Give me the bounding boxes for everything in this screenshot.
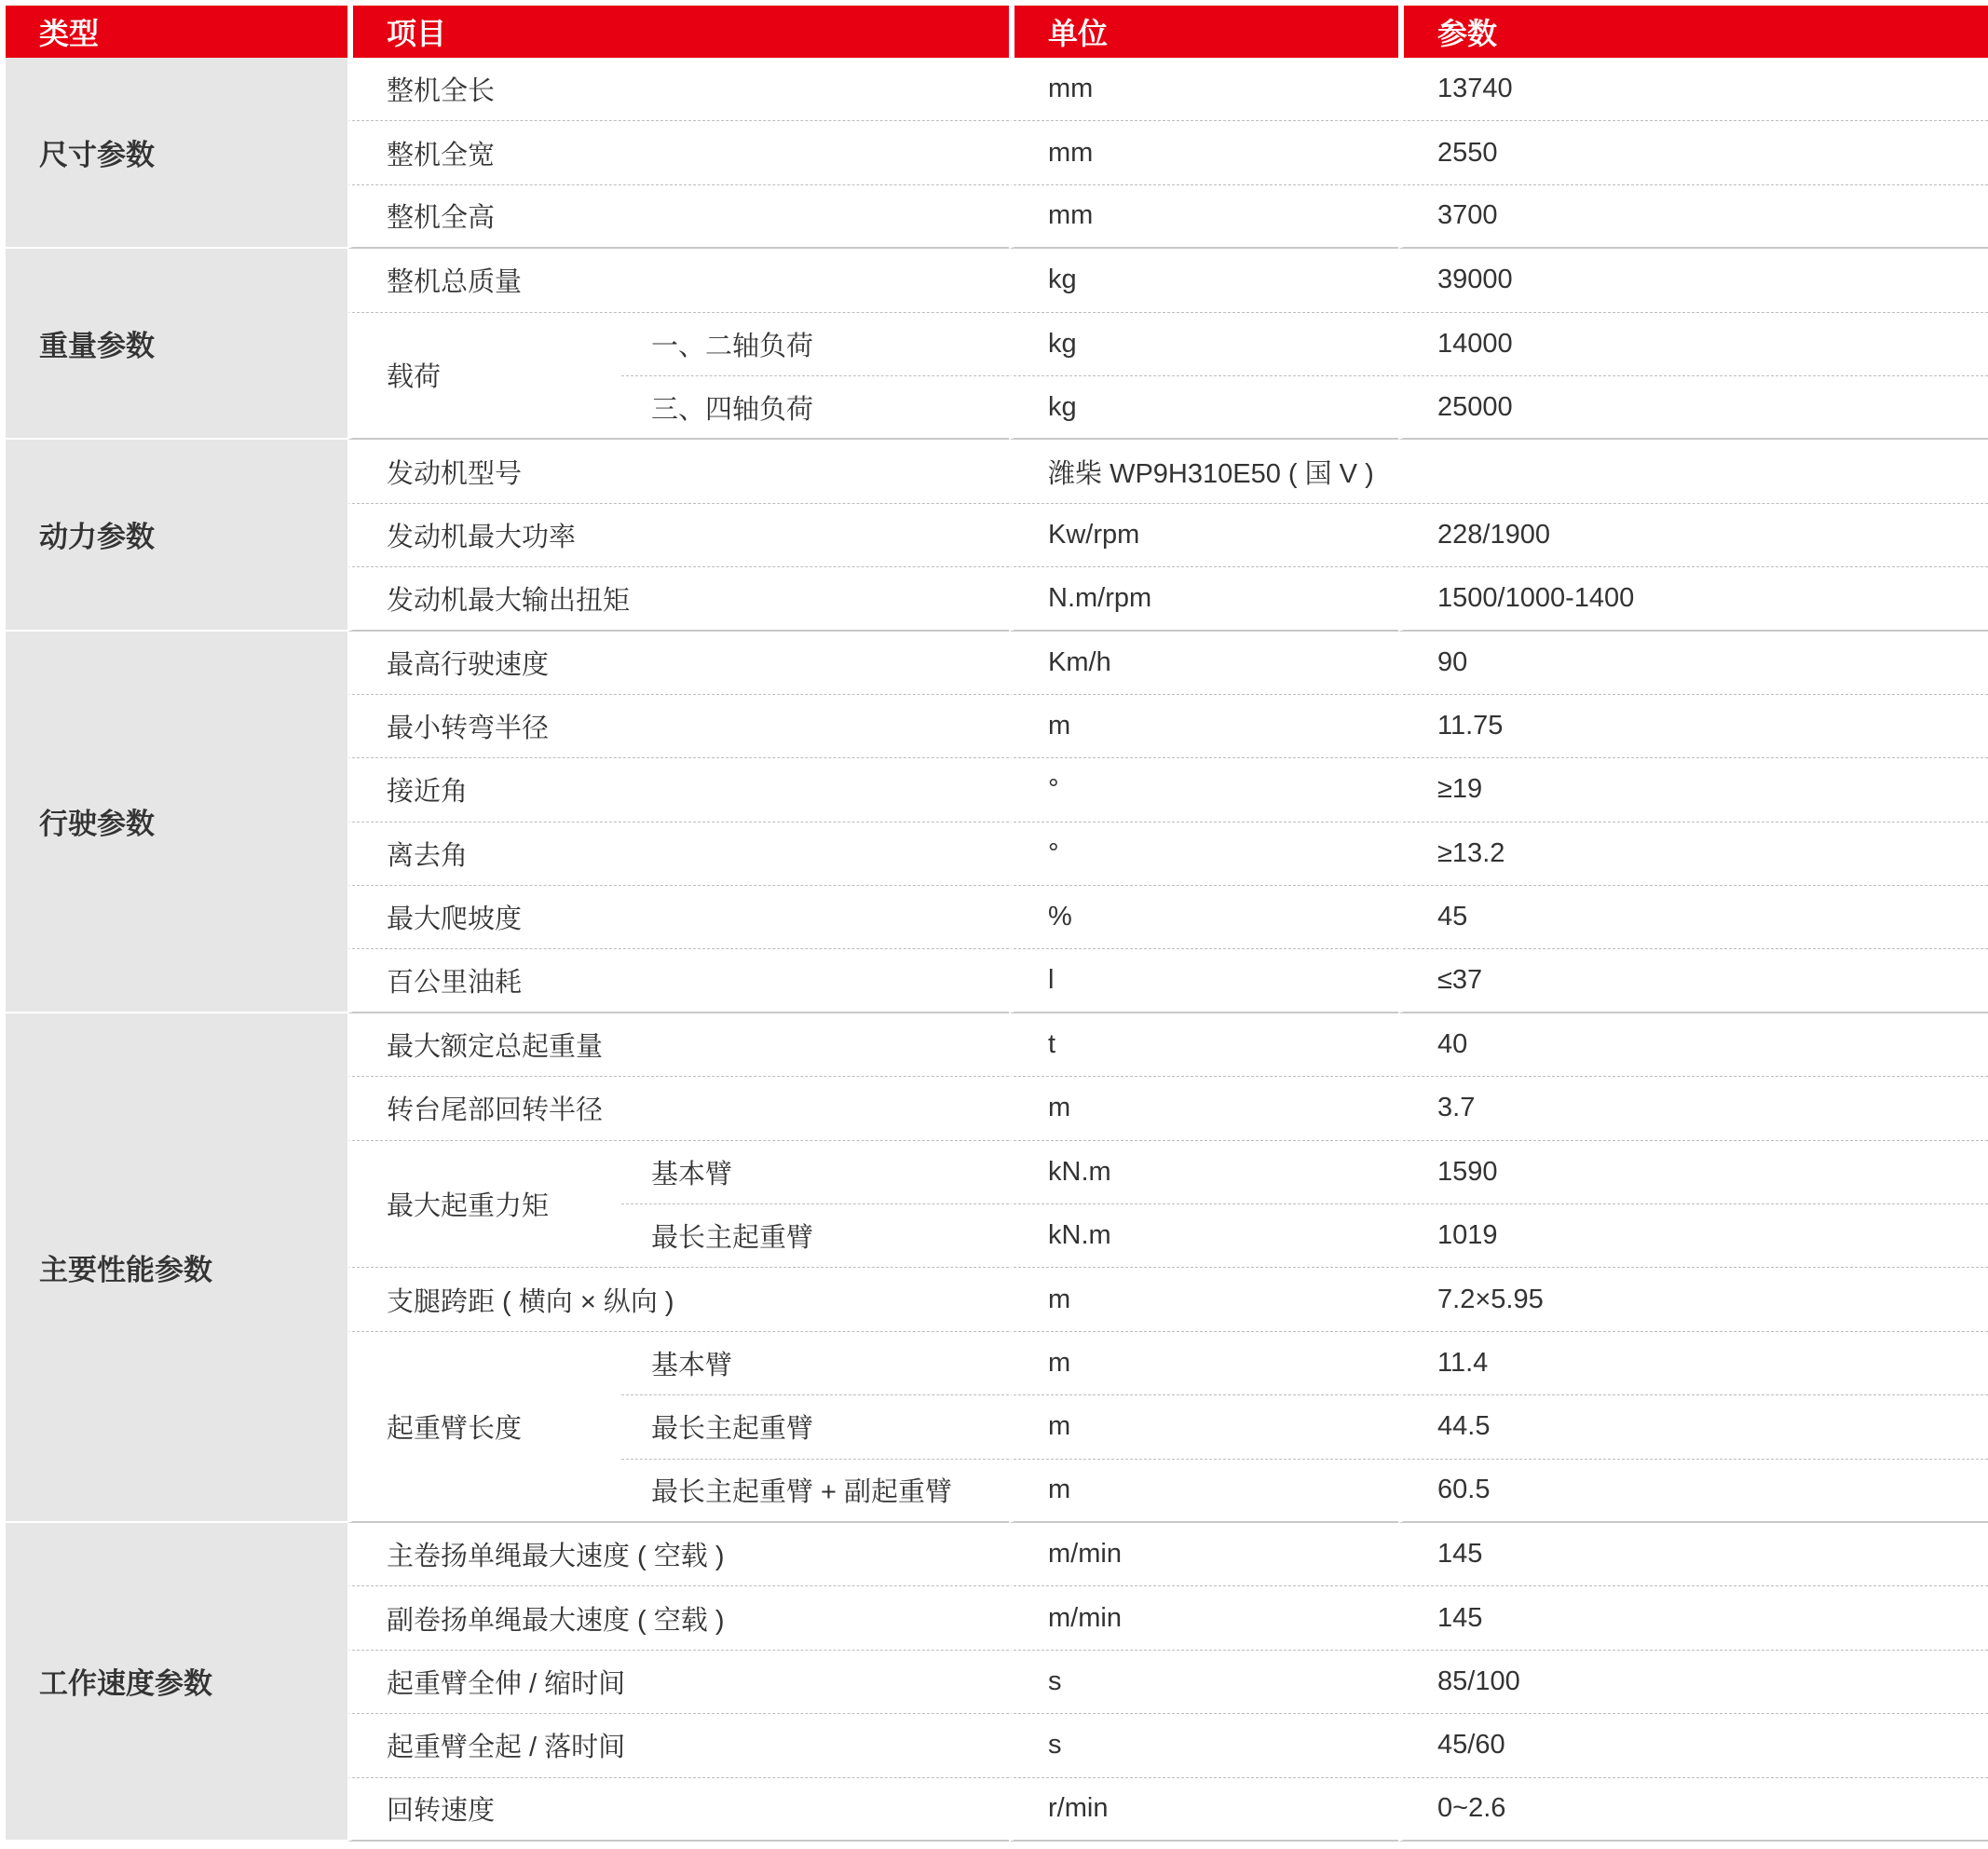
unit-cell: m <box>1009 695 1398 758</box>
table-row <box>6 632 1988 695</box>
unit-cell: m <box>1009 1395 1398 1459</box>
unit-cell: kg <box>1009 249 1398 312</box>
unit-cell: s <box>1009 1651 1398 1714</box>
value-cell: 145 <box>1398 1586 1988 1650</box>
value-cell: 60.5 <box>1398 1460 1988 1523</box>
value-cell: 11.75 <box>1398 695 1988 758</box>
unit-cell: mm <box>1009 58 1398 121</box>
item-label: 百公里油耗 <box>347 949 1009 1013</box>
value-cell: 11.4 <box>1398 1332 1988 1395</box>
value-cell: 3.7 <box>1398 1077 1988 1140</box>
sub-item-label: 最长主起重臂 + 副起重臂 <box>621 1460 1009 1523</box>
value-cell: 7.2×5.95 <box>1398 1268 1988 1331</box>
unit-cell: m/min <box>1009 1523 1398 1586</box>
value-cell: 39000 <box>1398 249 1988 312</box>
item-label: 离去角 <box>347 823 1009 886</box>
value-cell: 228/1900 <box>1398 504 1988 567</box>
item-label: 接近角 <box>347 758 1009 822</box>
value-cell: 44.5 <box>1398 1395 1988 1459</box>
unit-cell: m <box>1009 1332 1398 1395</box>
unit-cell: mm <box>1009 185 1398 249</box>
header-value: 参数 <box>1398 6 1988 58</box>
unit-cell: s <box>1009 1714 1398 1777</box>
item-label: 最大爬坡度 <box>347 886 1009 949</box>
value-cell: 3700 <box>1398 185 1988 249</box>
spec-table <box>6 6 1988 1842</box>
item-label: 整机全高 <box>347 185 1009 249</box>
unit-cell: m <box>1009 1460 1398 1523</box>
value-cell: 1590 <box>1398 1141 1988 1204</box>
unit-cell: kg <box>1009 313 1398 376</box>
item-label: 起重臂全起 / 落时间 <box>347 1714 1009 1777</box>
item-label: 载荷 <box>347 313 621 441</box>
unit-cell: N.m/rpm <box>1009 567 1398 631</box>
item-label: 整机全长 <box>347 58 1009 121</box>
sub-item-label: 一、二轴负荷 <box>621 313 1009 376</box>
sub-item-label: 基本臂 <box>621 1332 1009 1395</box>
item-label: 发动机最大输出扭矩 <box>347 567 1009 631</box>
value-cell: 0~2.6 <box>1398 1778 1988 1842</box>
unit-cell: mm <box>1009 121 1398 184</box>
group-label: 工作速度参数 <box>6 1523 347 1842</box>
table-row <box>6 440 1988 503</box>
table-row <box>6 58 1988 121</box>
group-label: 动力参数 <box>6 440 347 631</box>
value-cell: ≥13.2 <box>1398 823 1988 886</box>
item-label: 支腿跨距 ( 横向 × 纵向 ) <box>347 1268 1009 1331</box>
engine-model-cell: 潍柴 WP9H310E50 ( 国 V ) <box>1009 440 1988 503</box>
item-label: 最大额定总起重量 <box>347 1013 1009 1077</box>
unit-cell: t <box>1009 1013 1398 1077</box>
item-label: 发动机最大功率 <box>347 504 1009 567</box>
value-cell: 145 <box>1398 1523 1988 1586</box>
unit-cell: Km/h <box>1009 632 1398 695</box>
header-type: 类型 <box>6 6 347 58</box>
value-cell: 1019 <box>1398 1204 1988 1268</box>
group-label: 重量参数 <box>6 249 347 440</box>
item-label: 最大起重力矩 <box>347 1141 621 1269</box>
table-row <box>6 1523 1988 1586</box>
header-unit: 单位 <box>1009 6 1398 58</box>
unit-cell: kN.m <box>1009 1141 1398 1204</box>
value-cell: 40 <box>1398 1013 1988 1077</box>
unit-cell: Kw/rpm <box>1009 504 1398 567</box>
unit-cell: % <box>1009 886 1398 949</box>
value-cell: ≤37 <box>1398 949 1988 1013</box>
item-label: 转台尾部回转半径 <box>347 1077 1009 1140</box>
group-label: 尺寸参数 <box>6 58 347 249</box>
value-cell: 14000 <box>1398 313 1988 376</box>
sub-item-label: 最长主起重臂 <box>621 1204 1009 1268</box>
value-cell: 13740 <box>1398 58 1988 121</box>
header-item: 项目 <box>347 6 1009 58</box>
sub-item-label: 基本臂 <box>621 1141 1009 1204</box>
unit-cell: r/min <box>1009 1778 1398 1842</box>
value-cell: 45 <box>1398 886 1988 949</box>
value-cell: 1500/1000-1400 <box>1398 567 1988 631</box>
value-cell: 45/60 <box>1398 1714 1988 1777</box>
item-label: 最高行驶速度 <box>347 632 1009 695</box>
value-cell: 85/100 <box>1398 1651 1988 1714</box>
value-cell: 90 <box>1398 632 1988 695</box>
unit-cell: kg <box>1009 376 1398 440</box>
table-row <box>6 249 1988 312</box>
item-label: 整机全宽 <box>347 121 1009 184</box>
item-label: 回转速度 <box>347 1778 1009 1842</box>
item-label: 主卷扬单绳最大速度 ( 空载 ) <box>347 1523 1009 1586</box>
unit-cell: m <box>1009 1268 1398 1331</box>
value-cell: 2550 <box>1398 121 1988 184</box>
item-label: 起重臂长度 <box>347 1332 621 1523</box>
item-label: 整机总质量 <box>347 249 1009 312</box>
sub-item-label: 最长主起重臂 <box>621 1395 1009 1459</box>
item-label: 副卷扬单绳最大速度 ( 空载 ) <box>347 1586 1009 1650</box>
unit-cell: ° <box>1009 758 1398 822</box>
unit-cell: m <box>1009 1077 1398 1140</box>
unit-cell: m/min <box>1009 1586 1398 1650</box>
item-label: 最小转弯半径 <box>347 695 1009 758</box>
header-row <box>6 6 1988 58</box>
group-label: 主要性能参数 <box>6 1013 347 1523</box>
value-cell: 25000 <box>1398 376 1988 440</box>
unit-cell: l <box>1009 949 1398 1013</box>
table-row <box>6 1013 1988 1077</box>
unit-cell: ° <box>1009 823 1398 886</box>
value-cell: ≥19 <box>1398 758 1988 822</box>
item-label: 发动机型号 <box>347 440 1009 503</box>
sub-item-label: 三、四轴负荷 <box>621 376 1009 440</box>
group-label: 行驶参数 <box>6 632 347 1013</box>
item-label: 起重臂全伸 / 缩时间 <box>347 1651 1009 1714</box>
unit-cell: kN.m <box>1009 1204 1398 1268</box>
